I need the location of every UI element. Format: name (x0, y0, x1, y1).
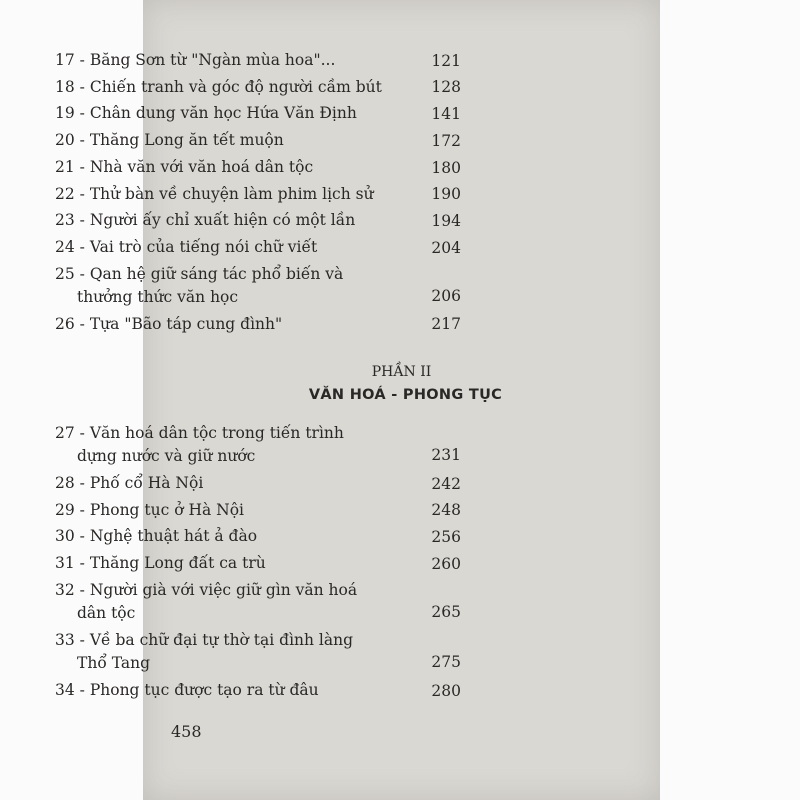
entry-separator: - (74, 184, 90, 203)
entry-separator: - (74, 77, 90, 96)
entry-page: 180 (431, 158, 461, 177)
toc-part2 (55, 420, 461, 704)
toc-entry (55, 154, 461, 181)
entry-number: 29 (55, 500, 75, 519)
entry-separator: - (74, 580, 90, 599)
entry-title: Phong tục ở Hà Nội (89, 500, 245, 519)
entry-title: Người ấy chỉ xuất hiện có một lần (89, 211, 356, 230)
entry-number: 24 (55, 237, 75, 256)
toc-entry (55, 677, 461, 704)
entry-title-continued: Thổ Tang (77, 653, 151, 672)
entry-title: Thăng Long đất ca trù (89, 554, 266, 573)
entry-title: Thăng Long ăn tết muộn (89, 131, 284, 150)
entry-page: 204 (431, 238, 461, 257)
entry-separator: - (74, 264, 90, 283)
entry-separator: - (74, 500, 90, 519)
entry-number: 18 (55, 77, 75, 96)
entry-title: Phố cổ Hà Nội (89, 474, 204, 492)
entry-page: 141 (431, 105, 461, 124)
entry-number: 34 (55, 680, 75, 699)
entry-separator: - (74, 680, 90, 699)
entry-page: 217 (431, 315, 461, 334)
entry-page: 280 (431, 681, 461, 700)
part-label: PHẦN II (371, 364, 432, 380)
entry-separator: - (74, 314, 90, 333)
entry-separator: - (74, 554, 90, 573)
entry-number: 23 (55, 211, 75, 230)
entry-page: 260 (431, 554, 461, 573)
entry-number: 22 (55, 184, 75, 203)
entry-separator: - (74, 211, 90, 230)
section-title: VĂN HOÁ - PHONG TỤC (308, 387, 503, 403)
toc-entry (55, 497, 461, 524)
entry-title: Nhà văn với văn hoá dân tộc (89, 157, 314, 176)
entry-page: 256 (431, 528, 461, 547)
entry-number: 20 (55, 131, 75, 150)
entry-title-continued: dân tộc (77, 603, 136, 622)
entry-title: Phong tục được tạo ra từ đâu (89, 680, 319, 699)
toc-entry (55, 100, 461, 127)
entry-title: Văn hoá dân tộc trong tiến trình (89, 424, 344, 442)
toc-entry (55, 207, 461, 234)
entry-page: 275 (431, 652, 461, 671)
entry-title: Về ba chữ đại tự thờ tại đình làng (89, 630, 354, 649)
toc-entry (55, 470, 461, 497)
entry-title-continued: dựng nước và giữ nước (77, 447, 256, 465)
entry-title: Người già với việc giữ gìn văn hoá (89, 580, 358, 599)
entry-page: 206 (431, 286, 461, 305)
entry-page: 172 (431, 131, 461, 150)
entry-title: Tựa "Bão táp cung đình" (89, 314, 283, 333)
entry-title: Qan hệ giữ sáng tác phổ biến và (89, 264, 344, 283)
entry-number: 27 (55, 424, 75, 442)
entry-title-continued: thưởng thức văn học (77, 287, 239, 306)
entry-number: 30 (55, 527, 75, 546)
toc-part1 (55, 47, 461, 337)
entry-separator: - (74, 527, 90, 546)
toc-entry (55, 74, 461, 101)
toc-entry (55, 627, 461, 677)
entry-separator: - (74, 157, 90, 176)
toc-entry (55, 577, 461, 627)
entry-number: 17 (55, 51, 75, 69)
toc-entry (55, 311, 461, 338)
toc-entry (55, 127, 461, 154)
entry-number: 28 (55, 474, 75, 492)
entry-title: Vai trò của tiếng nói chữ viết (89, 237, 318, 256)
toc-entry (55, 181, 461, 208)
entry-number: 19 (55, 104, 75, 123)
entry-number: 25 (55, 264, 75, 283)
entry-page: 248 (431, 501, 461, 520)
entry-separator: - (74, 237, 90, 256)
entry-page: 121 (431, 51, 461, 70)
toc-entry (55, 47, 461, 74)
page-number: 458 (171, 722, 202, 741)
entry-separator: - (74, 104, 90, 123)
entry-page: 265 (431, 602, 461, 621)
entry-title: Nghệ thuật hát ả đào (89, 527, 258, 546)
toc-entry (55, 234, 461, 261)
entry-page: 194 (431, 211, 461, 230)
entry-number: 33 (55, 630, 75, 649)
entry-number: 31 (55, 554, 75, 573)
entry-title: Chiến tranh và góc độ người cầm bút (89, 77, 382, 96)
entry-separator: - (74, 131, 90, 150)
toc-entry (55, 420, 461, 470)
entry-title: Thử bàn về chuyện làm phim lịch sử (89, 184, 374, 203)
toc-entry (55, 550, 461, 577)
entry-page: 190 (431, 185, 461, 204)
entry-page: 231 (431, 446, 461, 464)
toc-entry (55, 261, 461, 311)
toc-entry (55, 523, 461, 550)
entry-number: 32 (55, 580, 75, 599)
entry-separator: - (74, 630, 90, 649)
entry-separator: - (74, 51, 90, 69)
entry-title: Chân dung văn học Hứa Văn Định (89, 104, 357, 123)
entry-title: Băng Sơn từ "Ngàn mùa hoa"... (89, 51, 336, 69)
entry-page: 128 (431, 78, 461, 97)
entry-number: 26 (55, 314, 75, 333)
entry-separator: - (74, 424, 90, 442)
entry-number: 21 (55, 157, 75, 176)
entry-page: 242 (431, 474, 461, 493)
entry-separator: - (74, 474, 90, 492)
